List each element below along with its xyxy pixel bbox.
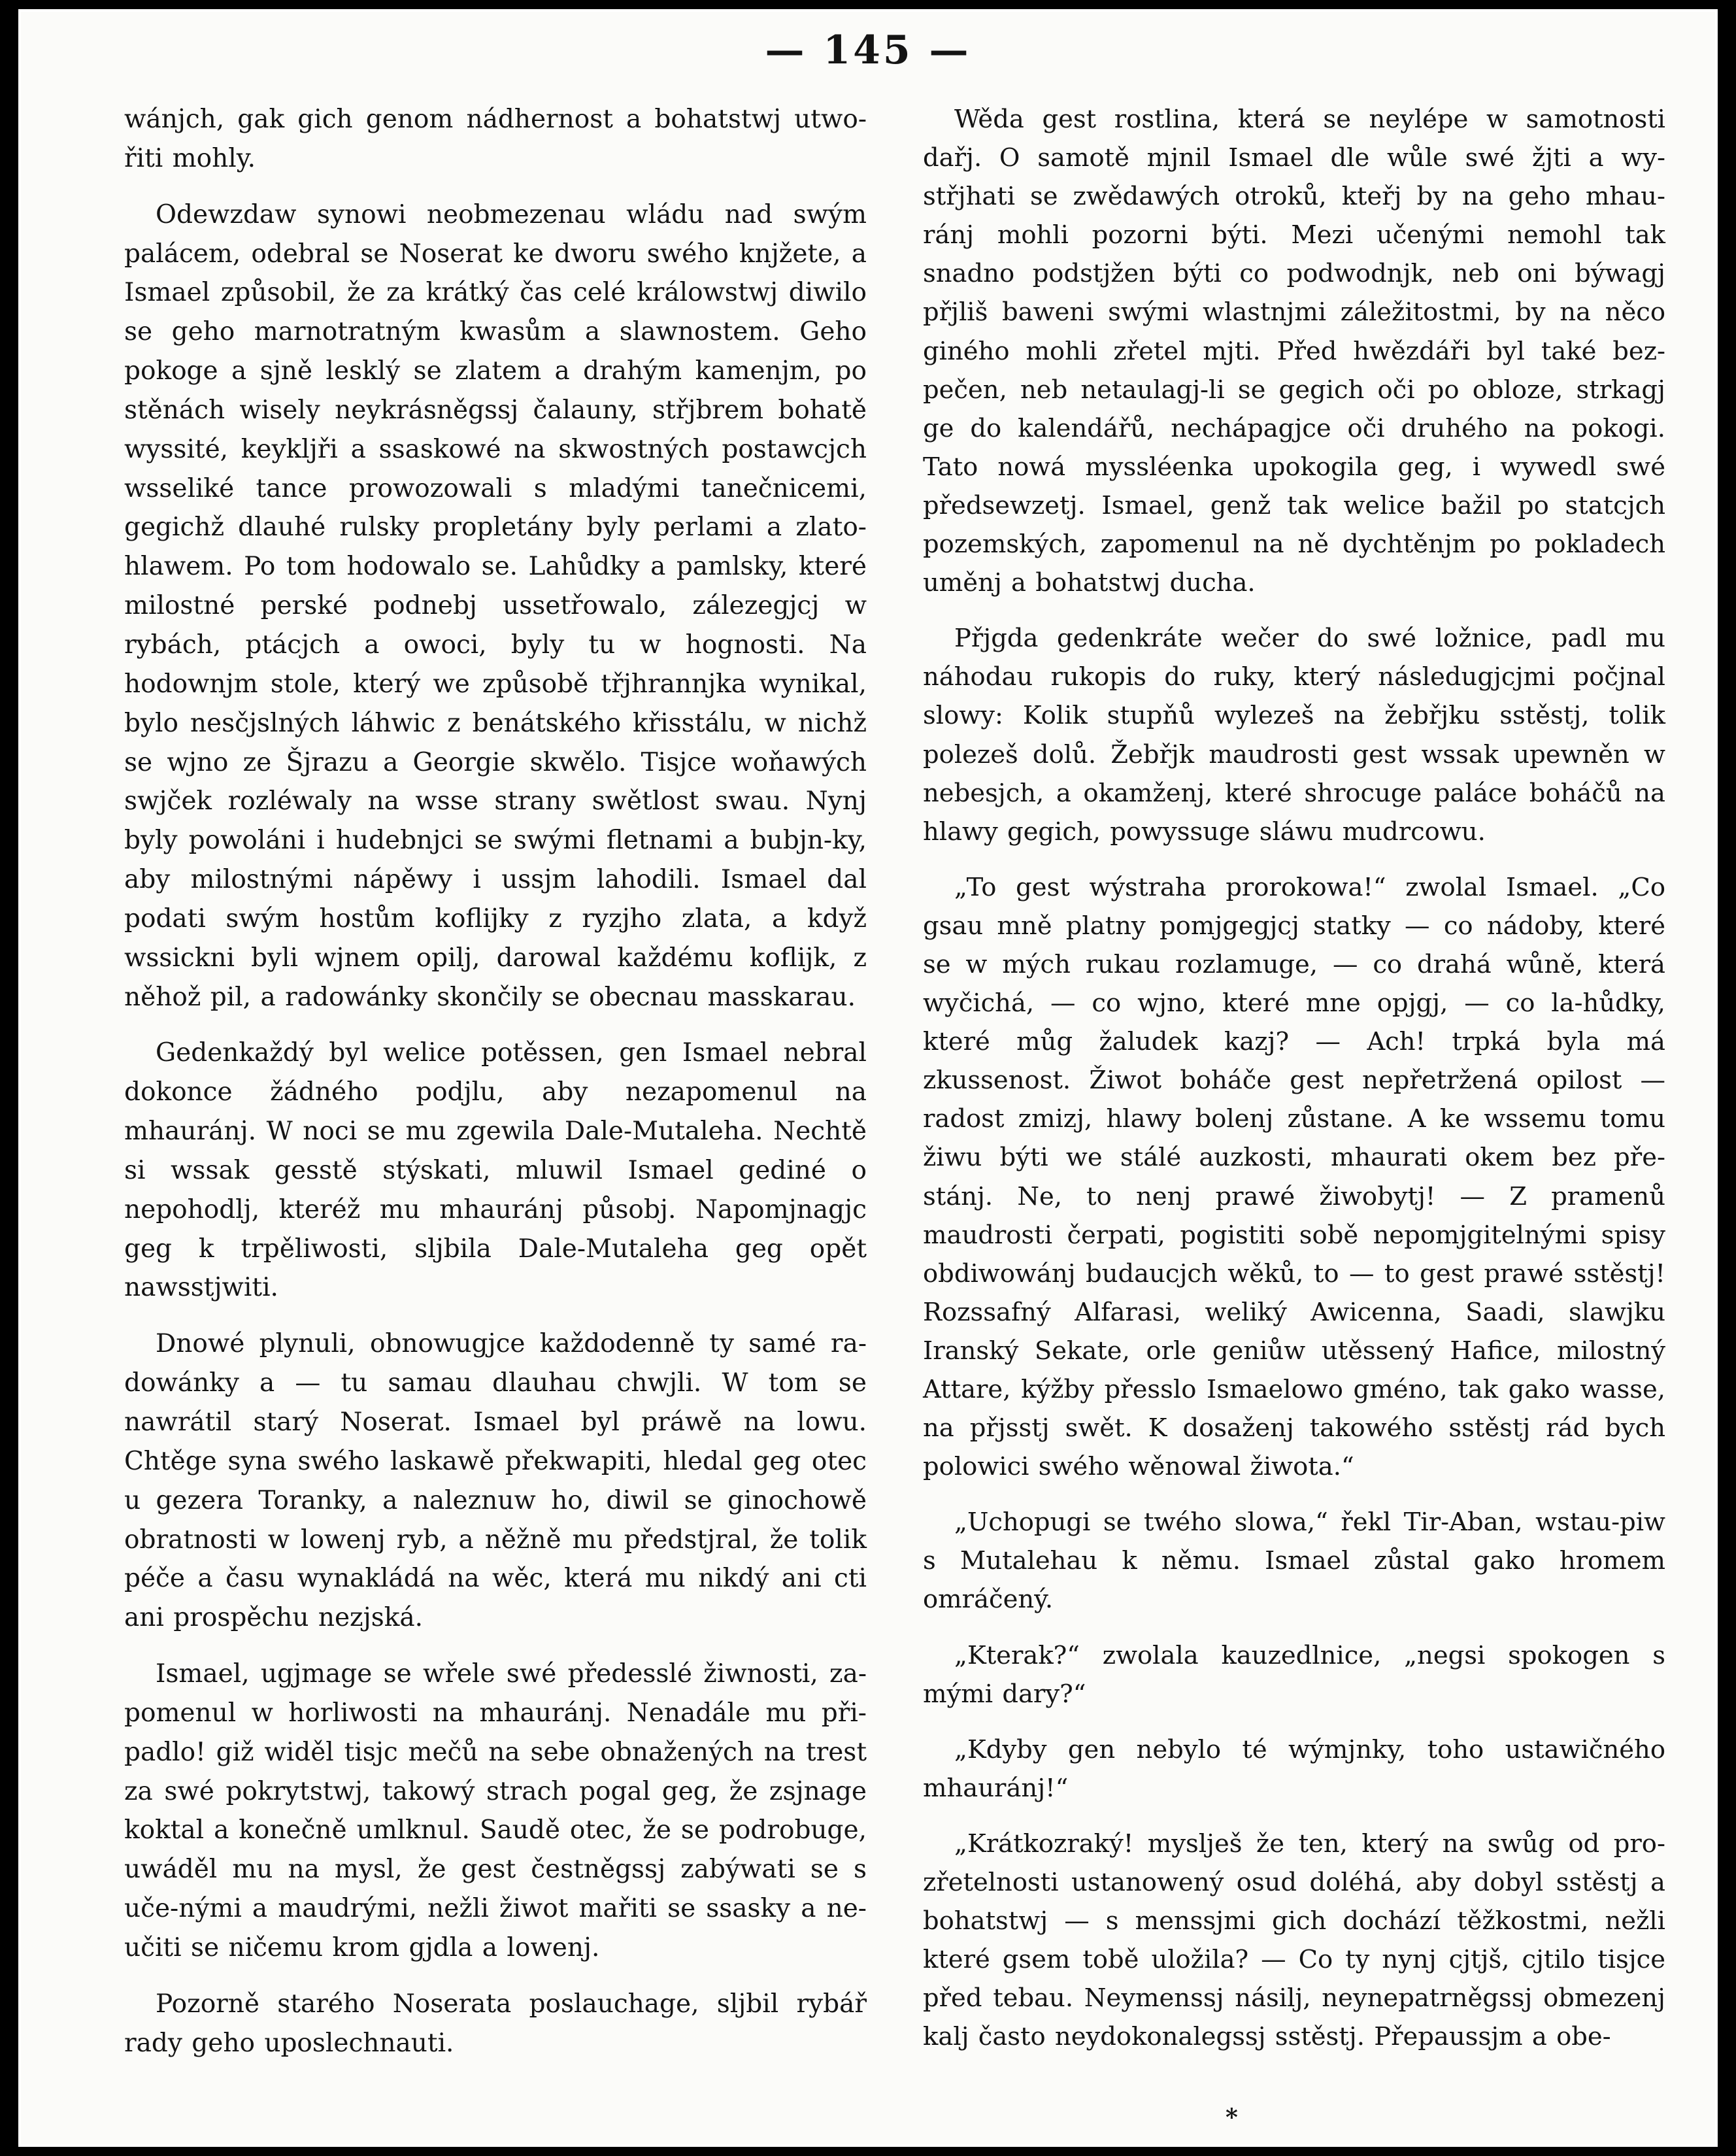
page-number: — 145 — — [765, 27, 971, 73]
paragraph: Pozorně starého Noserata poslauchage, sljbil rybář rady geho uposlechnauti. — [124, 1989, 867, 2058]
paragraph: Gedenkaždý byl welice potěssen, gen Ismael nebral dokonce žádného podjlu, aby nezapomenul na mhauránj. W noci se mu zgewila Dale-Mutaleha. Nechtě si wssak gesstě stýskati, mluwil Ismael gediné o nepohodlj, kteréž mu mhauránj působj. Napomjnagjc geg k trpěliwosti, sljbila Dale-Mutaleha geg opět nawsstjwiti. — [124, 1038, 867, 1303]
paragraph: Odewzdaw synowi neobmezenau wládu nad swým palácem, odebral se Noserat ke dworu swého knjžete, a Ismael způsobil, že za krátký čas celé králowstwj diwilo se geho marnotratným kwasům a slawnostem. Geho pokoge a sjně lesklý se zlatem a drahým kamenjm, po stěnách wisely neykrásněgssj čalauny, střjbrem bohatě wyssité, keykljři a ssaskowé na skwostných postawcjch wsseliké tance prowozowali s mladými tanečnicemi, gegichž dlauhé rulsky propletány byly perlami a zlato-hlawem. Po tom hodowalo se. Lahůdky a pamlsky, které milostné perské podnebj ussetřowalo, zálezegjcj w rybách, ptácjch a owoci, byly tu w hognosti. Na hodownjm stole, který we způsobě třjhrannjka wynikal, bylo nesčjslných láhwic z benátského křisstálu, w nichž se wjno ze Šjrazu a Georgie skwělo. Tisjce woňawých swjček rozléwaly na wsse strany swětlost swau. Nynj byly powoláni i hudebnjci se swými fletnami a bubjn-ky, aby milostnými nápěwy i ussjm lahodili. Ismael dal podati swým hostům koflijky z ryzjho zlata, a když wssickni byli wjnem opilj, darowal každému koflijk, z něhož pil, a radowánky skončily se obecnau masskarau. — [124, 199, 867, 1012]
paragraph: Ismael, ugjmage se wřele swé předesslé žiwnosti, za-pomenul w horliwosti na mhauránj. Nenadále mu při-padlo! giž widěl tisjc mečů na sebe obnažených na trest za swé pokrytstwj, takowý strach pogal geg, že zsjnage koktal a konečně umlknul. Saudě otec, že se podrobuge, uwáděl mu na mysl, že gest čestněgssj zabýwati se s uče-nými a maudrými, nežli žiwot mařiti se ssasky a ne-učiti se ničemu krom gjdla a lowenj. — [124, 1659, 867, 1962]
left-column — [124, 100, 867, 2080]
paragraph: „Uchopugi se twého slowa,“ řekl Tir-Aban, wstau-piw s Mutalehau k němu. Ismael zůstal gako hromem omráčený. — [923, 1508, 1665, 1615]
paragraph: „Kdyby gen nebylo té wýmjnky, toho ustawičného mhauránj!“ — [923, 1734, 1665, 1803]
paragraph: „Krátkozraký! myslješ že ten, který na swůg od pro-zřetelnosti ustanowený osud doléhá, aby dobyl sstěstj a bohatstwj — s menssjmi gich dochází těžkostmi, nežli které gsem tobě uložila? — Co ty nynj cjtjš, cjtilo tisjce před tebau. Neymenssj násilj, neynepatrněgssj obmezenj kalj často neydokonalegssj sstěstj. Přepaussjm a obe- — [923, 1828, 1665, 2052]
paragraph: Přjgda gedenkráte wečer do swé ložnice, padl mu náhodau rukopis do ruky, který následugjcjmi počjnal slowy: Kolik stupňů wylezeš na žebřjku sstěstj, tolik polezeš dolů. Žebřjk maudrosti gest wssak upewněn w nebesjch, a okamženj, které shrocuge paláce boháčů na hlawy gegich, powyssuge sláwu mudrcowu. — [923, 624, 1665, 847]
paragraph: Dnowé plynuli, obnowugjce každodenně ty samé ra-dowánky a — tu samau dlauhau chwjli. W tom se nawrátil starý Noserat. Ismael byl práwě na lowu. Chtěge syna swého laskawě překwapiti, hledal geg otec u gezera Toranky, a naleznuw ho, diwil se ginochowě obratnosti w lowenj ryb, a něžně mu předstjral, že tolik péče a času wynakládá na wěc, která mu nikdý ani cti ani prospěchu nezjská. — [124, 1329, 867, 1633]
right-column — [923, 100, 1665, 2074]
document-page — [18, 9, 1718, 2147]
paragraph: wánjch, gak gich genom nádhernost a bohatstwj utwo-řiti mohly. — [124, 105, 867, 173]
paragraph: Wěda gest rostlina, která se neylépe w samotnosti dařj. O samotě mjnil Ismael dle wůle swé žjti a wy-střjhati se zwědawých otroků, kteřj by na geho mhau-ránj mohli pozorni býti. Mezi učenými nemohl tak snadno podstjžen býti co podwodnjk, neb oni býwagj přjliš baweni swými wlastnjmi záležitostmi, by na něco giného mohli zřetel mjti. Před hwězdáři byl také bez-pečen, neb netaulagj-li se gegich oči po obloze, strkagj ge do kalendářů, nechápagjce oči druhého na pokogi. Tato nowá myssléenka upokogila geg, i wywedl swé předsewzetj. Ismael, genž tak welice bažil po statcjch pozemských, zapomenul na ně dychtěnjm po pokladech uměnj a bohatstwj ducha. — [923, 105, 1665, 598]
paragraph: „Kterak?“ zwolala kauzedlnice, „negsi spokogen s mými dary?“ — [923, 1640, 1665, 1709]
paragraph: „To gest wýstraha prorokowa!“ zwolal Ismael. „Co gsau mně platny pomjgegjcj statky — co nádoby, které se w mých rukau rozlamuge, — co drahá wůně, která wyčichá, — co wjno, které mne opjgj, — co la-hůdky, které můg žaludek kazj? — Ach! trpká byla má zkussenost. Žiwot boháče gest nepřetržená opilost — radost zmizj, hlawy bolenj zůstane. A ke wssemu tomu žiwu býti we stálé auzkosti, mhaurati okem bez pře-stánj. Ne, to nenj prawé žiwobytj! — Z pramenů maudrosti čerpati, pogistiti sobě nepomjgitelnými spisy obdiwowánj budaucjch wěků, to — to gest prawé sstěstj! Rozssafný Alfarasi, weliký Awicenna, Saadi, slawjku Iranský Sekate, orle geniůw utěssený Hafice, milostný Attare, kýžby přesslo Ismaelowo gméno, tak gako wasse, na přjsstj swět. K dosaženj takowého sstěstj rád bych polowici swého wěnowal žiwota.“ — [923, 872, 1665, 1482]
continuation-mark: * — [1226, 2104, 1238, 2131]
